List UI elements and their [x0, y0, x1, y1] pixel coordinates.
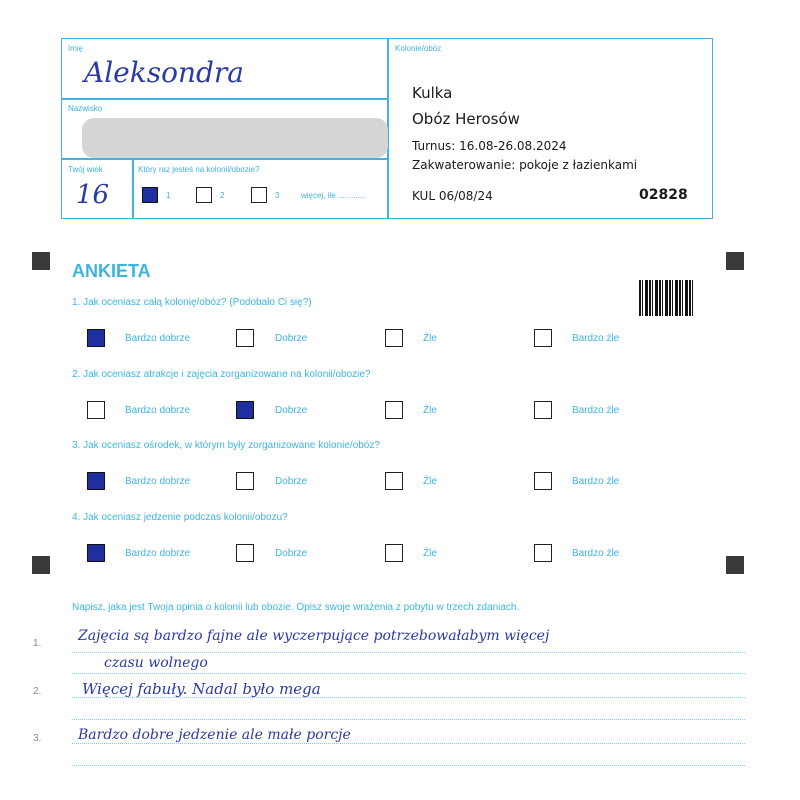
opinion-line-1b-rule [72, 673, 745, 674]
registration-marker-top-right [726, 252, 744, 270]
q1-option-bardzo-zle: Bardzo źle [572, 333, 620, 344]
q2-option-zle: Źle [423, 405, 437, 416]
q3-option-dobrze: Dobrze [275, 476, 308, 487]
camp-code: KUL 06/08/24 [412, 189, 493, 203]
ktory-raz-option-1: 1 [166, 191, 171, 200]
opinion-line-3-rule [72, 743, 745, 744]
q3-option-bardzo-zle: Bardzo źle [572, 476, 620, 487]
q1-option-dobrze-checkbox[interactable] [236, 329, 254, 347]
form-number: 02828 [639, 187, 688, 203]
q1-option-zle-checkbox[interactable] [385, 329, 403, 347]
registration-marker-top-left [32, 252, 50, 270]
q3-option-bardzo-dobrze-checkbox[interactable] [87, 472, 105, 490]
opinion-line-1-number: 1. [33, 638, 42, 649]
opinion-line-3b-rule [72, 765, 745, 766]
opinion-line-2-text[interactable]: Więcej fabuły. Nadal było mega [82, 680, 321, 698]
barcode [639, 280, 693, 316]
ktory-raz-option-2: 2 [220, 191, 225, 200]
opinion-line-1-rule [72, 652, 745, 653]
q3-option-bardzo-zle-checkbox[interactable] [534, 472, 552, 490]
question-3: 3. Jak oceniasz ośrodek, w którym były zorganizowane kolonie/obóz? [72, 440, 380, 451]
q3-option-dobrze-checkbox[interactable] [236, 472, 254, 490]
opinion-line-3-number: 3. [33, 733, 42, 744]
header-divider-1 [61, 98, 388, 100]
q3-option-bardzo-dobrze: Bardzo dobrze [125, 476, 191, 487]
zakwaterowanie: Zakwaterowanie: pokoje z łazienkami [412, 158, 638, 172]
q2-option-bardzo-zle-checkbox[interactable] [534, 401, 552, 419]
q4-option-bardzo-zle: Bardzo źle [572, 548, 620, 559]
nazwisko-label: Nazwisko [68, 104, 103, 113]
q4-option-dobrze: Dobrze [275, 548, 308, 559]
header-divider-age [132, 158, 134, 219]
q2-option-bardzo-zle: Bardzo źle [572, 405, 620, 416]
opinion-line-2-rule [72, 697, 745, 698]
registration-marker-bottom-right [726, 556, 744, 574]
imie-value[interactable]: Aleksondra [84, 56, 244, 89]
ktory-raz-option-wiecej: więcej, ile ............ [301, 191, 365, 200]
header-divider-2 [61, 158, 388, 160]
q1-option-bardzo-zle-checkbox[interactable] [534, 329, 552, 347]
q4-option-dobrze-checkbox[interactable] [236, 544, 254, 562]
q2-option-zle-checkbox[interactable] [385, 401, 403, 419]
q4-option-bardzo-dobrze-checkbox[interactable] [87, 544, 105, 562]
question-4: 4. Jak oceniasz jedzenie podczas kolonii/obozu? [72, 512, 288, 523]
ktory-raz-option-3: 3 [275, 191, 280, 200]
ktory-raz-checkbox-3[interactable] [251, 187, 267, 203]
q1-option-zle: Źle [423, 333, 437, 344]
q4-option-zle-checkbox[interactable] [385, 544, 403, 562]
wiek-label: Twój wiek [68, 165, 103, 174]
nazwisko-redacted [82, 118, 388, 158]
opinion-line-2b-rule [72, 719, 745, 720]
question-2: 2. Jak oceniasz atrakcje i zajęcia zorganizowane na kolonii/obozie? [72, 369, 371, 380]
question-1: 1. Jak oceniasz całą kolonię/obóz? (Podobało Ci się?) [72, 297, 312, 308]
q3-option-zle: Źle [423, 476, 437, 487]
kolonie-name: Kulka [412, 84, 453, 102]
q3-option-zle-checkbox[interactable] [385, 472, 403, 490]
q4-option-bardzo-dobrze: Bardzo dobrze [125, 548, 191, 559]
wiek-value[interactable]: 16 [76, 180, 110, 210]
opinion-line-1-continuation[interactable]: czasu wolnego [104, 655, 208, 671]
q2-option-bardzo-dobrze: Bardzo dobrze [125, 405, 191, 416]
opinion-prompt: Napisz, jaka jest Twoja opinia o kolonii lub obozie. Opisz swoje wrażenia z pobytu w trzech zdaniach. [72, 602, 520, 613]
q1-option-bardzo-dobrze-checkbox[interactable] [87, 329, 105, 347]
q4-option-zle: Źle [423, 548, 437, 559]
registration-marker-bottom-left [32, 556, 50, 574]
turnus: Turnus: 16.08-26.08.2024 [412, 139, 567, 153]
ktory-raz-checkbox-1[interactable] [142, 187, 158, 203]
opinion-line-2-number: 2. [33, 686, 42, 697]
q1-option-dobrze: Dobrze [275, 333, 308, 344]
opinion-line-3-text[interactable]: Bardzo dobre jedzenie ale małe porcje [78, 727, 351, 743]
q4-option-bardzo-zle-checkbox[interactable] [534, 544, 552, 562]
q2-option-bardzo-dobrze-checkbox[interactable] [87, 401, 105, 419]
ktory-raz-checkbox-2[interactable] [196, 187, 212, 203]
survey-title: ANKIETA [72, 261, 151, 281]
kolonie-label: Kolonie/obóz [395, 44, 442, 53]
q2-option-dobrze: Dobrze [275, 405, 308, 416]
q2-option-dobrze-checkbox[interactable] [236, 401, 254, 419]
ktory-raz-label: Który raz jesteś na kolonii/obozie? [138, 165, 260, 174]
q1-option-bardzo-dobrze: Bardzo dobrze [125, 333, 191, 344]
oboz-name: Obóz Herosów [412, 110, 520, 128]
opinion-line-1-text[interactable]: Zajęcia są bardzo fajne ale wyczerpujące potrzebowałabym więcej [78, 628, 550, 644]
imie-label: Imię [68, 44, 84, 53]
